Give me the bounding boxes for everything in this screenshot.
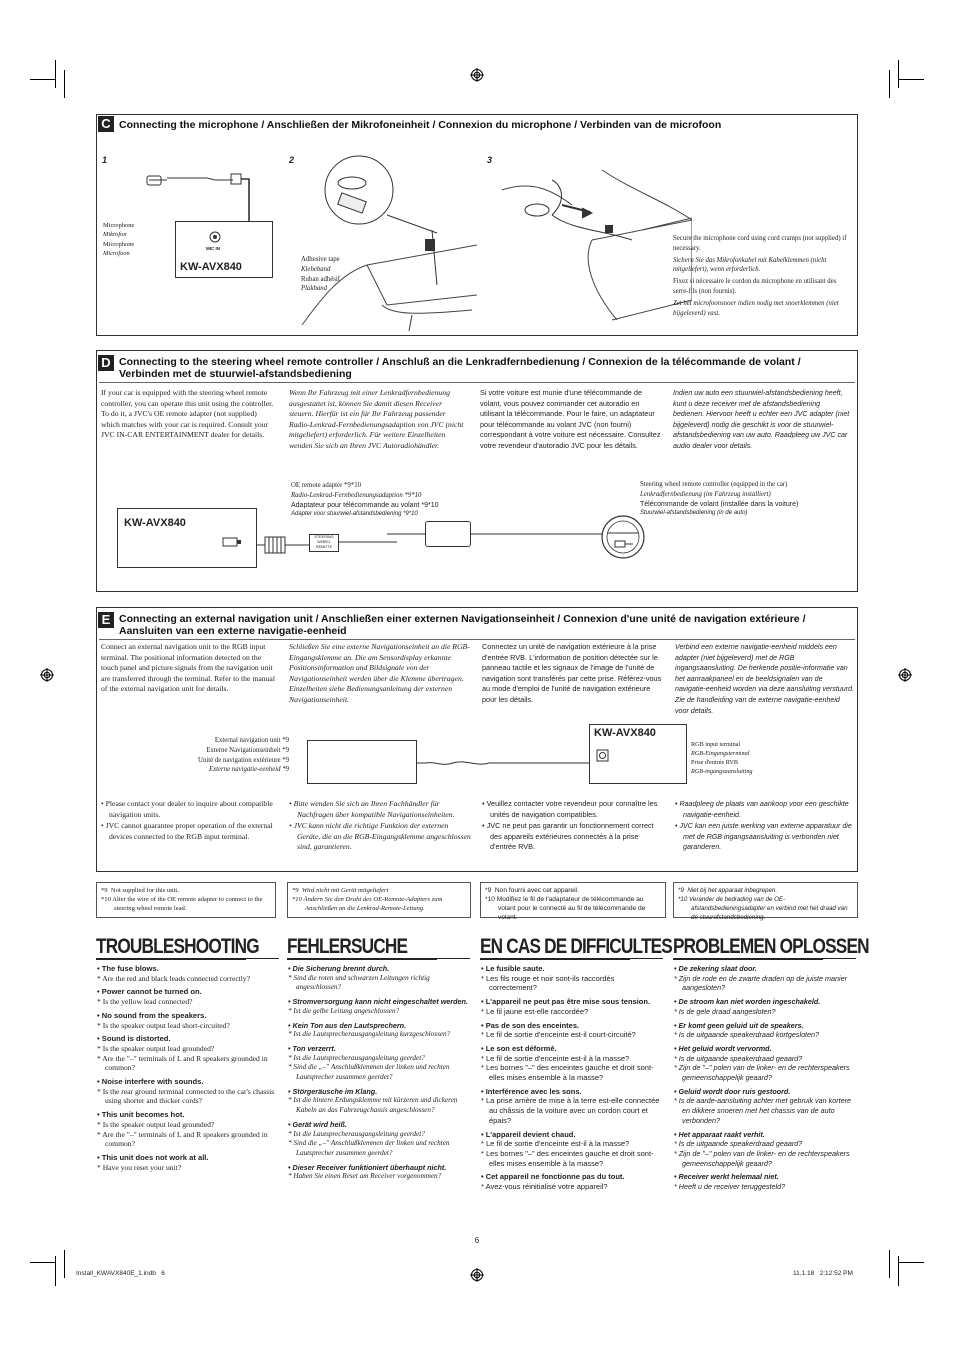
adhesive-tape-label: Adhesive tape Klebeband Ruban adhésif Plakband xyxy=(301,256,341,293)
section-d xyxy=(96,350,858,592)
footer-timestamp: 11.1.18 2:12:52 PM xyxy=(793,1270,853,1277)
problem-item: • Kein Ton aus den Lautsprechern. xyxy=(288,1020,407,1030)
answer-item: * Avez-vous réinitialisé votre appareil? xyxy=(481,1182,608,1192)
answer-item: * Ist die Lautsprecherausgangsleitung kurzgeschlossen? xyxy=(288,1030,451,1039)
footnotes-de: *9 Wird nicht mit Gerät mitgeliefert *10 Ändern Sie den Draht des OE-Remote-Adapters zum Anschließen an die Lenkrad-Remote-Leitung. xyxy=(287,882,471,918)
crop-mark-icon xyxy=(898,60,899,88)
model-label-c: KW-AVX840 xyxy=(180,261,242,273)
section-c-badge: C xyxy=(98,116,114,132)
answer-item: * Ist die Lautsprecherausgangsleitung geerdet? xyxy=(288,1129,425,1138)
note-item: • Veuillez contacter votre revendeur pour connaître les unités de navigation compatibles. xyxy=(482,799,658,819)
section-d-badge: D xyxy=(98,355,114,371)
answer-item: * Zijn de "–" polen van de linker- en de rechterspeakers gemeenschappelijk geaard? xyxy=(674,1063,850,1083)
remote-jack-icon xyxy=(222,535,242,549)
section-d-text-fr: Si votre voiture est munie d'une télécommande de volant, vous pouvez commander cet autoradio en utilisant la télécommande. Pour le faire, un adaptateur pour télécommande au volant JVC (non fourni) correspondant à votre voiture est nécessaire. Consultez votre revendeur d'autoradio JVC pour les détails. xyxy=(480,388,661,450)
problem-item: • De stroom kan niet worden ingeschakeld. xyxy=(674,997,821,1007)
answer-item: * Sind die roten und schwarzen Leitungen richtig angeschlossen? xyxy=(288,973,430,992)
answer-item: * Is de aarde-aansluiting achter met gebruik van kortere en dikkere snoeren met het chassis van de auto verbonden? xyxy=(674,1096,851,1125)
answer-item: * Is de uitgaande speakerdraad geaard? xyxy=(674,1139,803,1149)
problem-item: • This unit becomes hot. xyxy=(97,1110,185,1120)
answer-item: * Are the red and black leads connected correctly? xyxy=(97,973,251,983)
answer-item: * Heeft u de receiver teruggesteld? xyxy=(674,1182,786,1192)
step-1-number: 1 xyxy=(102,155,108,165)
problem-item: • No sound from the speakers. xyxy=(97,1010,207,1020)
answer-item: * Sind die „–" Anschlußklemmen der linken und rechten Lautsprecher zusammen geerdet? xyxy=(288,1063,450,1082)
registration-mark-icon xyxy=(40,668,54,682)
problem-item: • Noise interfere with sounds. xyxy=(97,1077,204,1087)
section-d-text-en: If your car is equipped with the steering wheel remote controller, you can operate this unit using the controller. To do it, a JVC's OE remote adapter (not supplied) which matches with your car is required. Consult your JVC IN-CAR ENTERTAINMENT dealer for details. xyxy=(101,388,274,440)
section-e-title: Connecting an external navigation unit / Anschließen einer externen Navigationseinheit / Connexion d'une unité de navigation extérieure / Aansluiten van een externe navigatie-eenheid xyxy=(119,613,806,637)
steering-wheel-remote-plug: STEERING WHEEL REMOTE xyxy=(309,534,339,552)
problem-item: • Cet appareil ne fonctionne pas du tout. xyxy=(481,1172,625,1182)
problem-item: • Le fusible saute. xyxy=(481,964,545,973)
answer-item: * Is the speaker output lead grounded? xyxy=(97,1119,215,1129)
problem-item: • Interférence avec les sons. xyxy=(481,1086,582,1096)
page-number: 6 xyxy=(474,1236,480,1245)
step-3-number: 3 xyxy=(487,155,493,165)
section-d-text-nl: Indien uw auto een stuurwiel-afstandsbediening heeft, kunt u deze receiver met de afstandsbediening bedienen. Hiervoor heeft u echter een JVC adapter (niet bijgeleverd) nodig die geschikt is voor de stuurwiel-afstandsbediening van uw auto. Raadpleeg uw JVC car audio dealer voor details. xyxy=(673,389,850,450)
crop-mark-icon xyxy=(64,1250,65,1278)
answer-item: * Zijn de "–" polen van de linker- en de rechterspeakers gemeenschappelijk geaard? xyxy=(674,1148,850,1168)
troubleshooting-title-de: FEHLERSUCHE xyxy=(287,935,437,960)
footnotes-fr: *9 Non fourni avec cet appareil. *10 Modifiez le fil de l'adaptateur de télécommande au volant pour le connecté au fil de télécommande de volant. xyxy=(480,882,666,918)
answer-item: * Is the rear ground terminal connected to the car's chassis using shorter and thicker cords? xyxy=(97,1086,275,1106)
troubleshooting-list-de xyxy=(288,960,471,1182)
problem-item: • Stromversorgung kann nicht eingeschaltet werden. xyxy=(288,997,468,1007)
answer-item: * Is the speaker output lead grounded? xyxy=(97,1043,215,1053)
step-2-illustration xyxy=(297,155,477,333)
problem-item: • Die Sicherung brennt durch. xyxy=(288,964,390,973)
crop-mark-icon xyxy=(898,79,924,80)
answer-item: * Haben Sie einen Reset am Receiver vorgenommen? xyxy=(288,1172,442,1181)
section-e-notes-de xyxy=(289,799,471,854)
kw-avx840-unit-c xyxy=(175,221,273,278)
registration-mark-icon xyxy=(470,68,484,82)
crop-mark-icon xyxy=(898,1262,924,1263)
section-e-text-en: Connect an external navigation unit to the RGB input terminal. The positional information detected on the touch panel and picture signals from the navigation unit are transferred through the terminal. Refer to the manual of the external navigation unit for details. xyxy=(101,642,275,694)
answer-item: * Le fil de sortie d'enceinte est-il à la masse? xyxy=(481,1139,630,1149)
mic-in-label: MIC IN xyxy=(206,246,220,251)
answer-item: * La prise arrière de mise à la terre est-elle connectée au châssis de la voiture avec un cordon court et épais? xyxy=(481,1096,660,1125)
section-c xyxy=(96,114,858,336)
answer-item: * Ist die hintere Erdungsklemme mit kürzeren und dickeren Kabeln an das Fahrzeugchassis angeschlossen? xyxy=(288,1096,458,1115)
section-d-title: Connecting to the steering wheel remote controller / Anschluß an die Lenkradfernbedienung / Connexion de la télécommande de volant / Verbinden met de stuurwiel-afstandsbediening xyxy=(119,356,801,380)
troubleshooting-list-nl xyxy=(674,960,857,1192)
troubleshooting-title-fr: EN CAS DE DIFFICULTES xyxy=(480,935,672,958)
answer-item: * Sind die „–" Anschlußklemmen der linken und rechten Lautsprecher zusammen geerdet? xyxy=(288,1139,450,1157)
registration-mark-icon xyxy=(898,668,912,682)
answer-item: * Is de gele draad aangesloten? xyxy=(674,1006,776,1016)
note-item: • JVC ne peut pas garantir un fonctionnement correct des appareils extérieures connectés à la prise d'entrée RVB. xyxy=(482,821,654,852)
problem-item: • Geluid wordt door ruis gestoord. xyxy=(674,1086,791,1096)
adapter-to-wheel-wire xyxy=(387,527,617,541)
answer-item: * Is de uitgaande speakerdraad geaard? xyxy=(674,1053,803,1063)
problem-item: • Störgeräusche im Klang. xyxy=(288,1086,378,1096)
rgb-cable xyxy=(417,753,599,773)
footnotes-en: *9 Not supplied for this unit. *10 Alter the wire of the OE remote adapter to connect to the steering wheel remote lead. xyxy=(96,882,276,918)
problem-item: • Power cannot be turned on. xyxy=(97,987,202,997)
mic-in-jack-icon xyxy=(208,230,222,244)
oe-remote-adapter-label: OE remote adapter *9*10 Radio-Lenkrad-Fernbedienungsadaption *9*10 Adaptateur pour télécommande au volant *9*10 Adapter voor stuurwiel-afstandsbediening *9*10 xyxy=(291,482,439,518)
kw-avx840-unit-e xyxy=(589,724,687,784)
footnotes-nl: *9 Niet bij het apparaat inbegrepen. *10 Verander de bedrading van de OE-afstandsbedieningsadapter en verbind met het draad van de stuurafstandsbediening. xyxy=(673,882,858,918)
rgb-input-terminal-label: RGB input terminal RGB-Eingangsterminal Prise d'entrée RVB RGB-ingangsaansluiting xyxy=(691,741,753,775)
model-label-e: KW-AVX840 xyxy=(594,727,656,739)
section-e-notes-nl xyxy=(675,799,855,854)
answer-item: * Is de uitgaande speakerdraad kortgesloten? xyxy=(674,1030,820,1040)
answer-item: * Les fils rouge et noir sont-ils raccordés correctement? xyxy=(481,973,615,993)
troubleshooting-list-fr xyxy=(481,960,664,1192)
answer-item: * Les bornes "–" des enceintes gauche et droit sont-elles mises ensemble à la masse? xyxy=(481,1063,654,1083)
secure-cord-note: Secure the microphone cord using cord cramps (not supplied) if necessary. Sichern Sie das Mikrofonkabel mit Kabelklemmen (nicht mitgeliefert), wenn erforderlich. Fixez si nécessaire le cordon du microphone en utilisant des serre-fils (non fournis). Zet het microfoonsnoer indien nodig met snoerklemmen (niet bijgeleverd) vast. xyxy=(673,235,847,317)
note-item: • JVC kan een juiste werking van externe apparatuur die met de RGB ingangsaansluiting is verbonden niet garanderen. xyxy=(675,822,852,852)
problem-item: • L'appareil devient chaud. xyxy=(481,1129,576,1139)
answer-item: * Are the "–" terminals of L and R speakers grounded in common? xyxy=(97,1053,268,1073)
model-label-d: KW-AVX840 xyxy=(124,517,186,529)
note-item: • Bitte wenden Sie sich an Ihren Fachhändler für Nachfragen über kompatible Navigationseinheiten. xyxy=(289,799,455,819)
section-e-text-nl: Verbind een externe navigatie-eenheid middels een adapter (niet bijgeleverd) met de RGB ingangsaansluiting. De herkende positie-informatie van het aanraakpaneel en de beeldsignalen van de navigatie-eenheid worden via deze aansluiting verstuurd. Zie de handleiding van de externe navigatie-eenheid voor details. xyxy=(675,643,855,715)
section-e-notes-en xyxy=(101,799,279,843)
problem-item: • Dieser Receiver funktioniert überhaupt nicht. xyxy=(288,1162,447,1172)
answer-item: * Zijn de rode en de zwarte draden op de juiste manier aangesloten? xyxy=(674,973,848,993)
troubleshooting-title-en: TROUBLESHOOTING xyxy=(96,935,259,958)
answer-item: * Le fil jaune est-elle raccordée? xyxy=(481,1006,589,1016)
problem-item: • Er komt geen geluid uit de speakers. xyxy=(674,1020,804,1030)
crop-mark-icon xyxy=(889,1250,890,1278)
answer-item: * Is the yellow lead connected? xyxy=(97,997,193,1007)
note-item: • Raadpleeg de plaats van aankoop voor een geschikte navigatie-eenheid. xyxy=(675,800,849,819)
crop-mark-icon xyxy=(30,1262,56,1263)
problem-item: • Ton verzerrt. xyxy=(288,1043,336,1053)
problem-item: • This unit does not work at all. xyxy=(97,1152,209,1162)
microphone-label: Microphone Mikrofon Microphone Microfoon xyxy=(103,222,135,258)
rgb-terminal-icon xyxy=(596,749,610,763)
problem-item: • Le son est déformé. xyxy=(481,1043,557,1053)
problem-item: • L'appareil ne peut pas être mise sous tension. xyxy=(481,997,651,1007)
answer-item: * Have you reset your unit? xyxy=(97,1162,182,1172)
registration-mark-icon xyxy=(470,1268,484,1282)
answer-item: * Les bornes "–" des enceintes gauche et droit sont-elles mises ensemble à la masse? xyxy=(481,1148,654,1168)
crop-mark-icon xyxy=(889,70,890,98)
note-item: • Please contact your dealer to inquire about compatible navigation units. xyxy=(101,799,273,819)
section-e-badge: E xyxy=(98,612,114,628)
answer-item: * Are the "–" terminals of L and R speakers grounded in common? xyxy=(97,1129,268,1149)
section-e-text-de: Schließen Sie eine externe Navigationseinheit an die RGB-Eingangsklemme an. Die am Sensordisplay erkannte Positionsinformation und Bildsignale von der Navigationseinheit werden über die Klemme übertragen. Einzelheiten siehe Bedienungsanleitung der externen Navigationseinheit. xyxy=(289,642,470,704)
external-navigation-label: External navigation unit *9 Externe Navigationseinheit *9 Unité de navigation extérieure *9 Externe navigatie-eenheid *9 xyxy=(198,737,289,774)
crop-mark-icon xyxy=(55,1256,56,1286)
answer-item: * Is the speaker output lead short-circuited? xyxy=(97,1020,230,1030)
footer-file: Install_KWAVX840E_1.indb 6 xyxy=(76,1270,165,1277)
note-item: • JVC kann nicht die richtige Funktion der externen Geräte, die an die RGB-Eingangsklemme angeschlossen sind, garantieren. xyxy=(289,821,471,852)
section-e-notes-fr xyxy=(482,799,664,854)
section-d-text-de: Wenn Ihr Fahrzeug mit einer Lenkradfernbedienung ausgestattet ist, können Sie damit diesen Receiver steuern. Hierfür ist ein für Ihr Fahrzeug passender Radio-Lenkrad-Fernbedienungsadaption von JVC (nicht mitgeliefert) erforderlich. Für weitere Einzelheiten wenden Sie sich an Ihren JVC Autoradiohändler. xyxy=(289,388,464,450)
steering-wheel-icon xyxy=(599,513,647,561)
note-item: • JVC cannot guarantee proper operation of the external devices connected to the RGB input terminal. xyxy=(101,821,273,841)
troubleshooting-list-en xyxy=(97,960,280,1172)
steering-wheel-remote-label: Steering wheel remote controller (equipped in the car) Lenkradfernbedienung (im Fahrzeug installiert) Télécommande de volant (installée dans la voiture) Stuurwiel-afstandsbediening (in de auto) xyxy=(640,481,799,517)
section-e xyxy=(96,607,858,872)
crop-mark-icon xyxy=(64,70,65,98)
answer-item: * Le fil de sortie d'enceinte est-il à la masse? xyxy=(481,1053,630,1063)
problem-item: • The fuse blows. xyxy=(97,964,159,973)
crop-mark-icon xyxy=(55,60,56,88)
problem-item: • De zekering slaat door. xyxy=(674,964,757,973)
troubleshooting-title-nl: PROBLEMEN OPLOSSEN xyxy=(673,935,869,958)
answer-item: * Le fil de sortie d'enceinte est-il court-circuité? xyxy=(481,1030,636,1040)
problem-item: • Het geluid wordt vervormd. xyxy=(674,1043,772,1053)
crop-mark-icon xyxy=(30,79,56,80)
problem-item: • Pas de son des enceintes. xyxy=(481,1020,580,1030)
section-e-text-fr: Connectez un unité de navigation extérieure à la prise d'entrée RVB. L'information de position détectée sur le panneau tactile et les signaux de l'image de l'unité de navigation sont transférés par cette prise. Référez-vous au mode d'emploi de l'unité de navigation extérieure pour les détails. xyxy=(482,642,662,704)
problem-item: • Het apparaat raakt verhit. xyxy=(674,1129,765,1139)
external-navigation-box xyxy=(307,740,417,784)
step-2-number: 2 xyxy=(289,155,295,165)
problem-item: • Receiver werkt helemaal niet. xyxy=(674,1172,779,1182)
problem-item: • Gerät wird heiß. xyxy=(288,1119,347,1129)
answer-item: * Ist die Lautsprecherausgangsleitung geerdet? xyxy=(288,1053,425,1062)
kw-avx840-unit-d xyxy=(117,508,257,568)
answer-item: * Ist die gelbe Leitung angeschlossen? xyxy=(288,1006,400,1015)
section-c-title: Connecting the microphone / Anschließen der Mikrofoneinheit / Connexion du microphone / Verbinden van de microfoon xyxy=(119,119,722,131)
crop-mark-icon xyxy=(898,1256,899,1286)
problem-item: • Sound is distorted. xyxy=(97,1034,171,1044)
step-3-illustration xyxy=(492,160,692,330)
